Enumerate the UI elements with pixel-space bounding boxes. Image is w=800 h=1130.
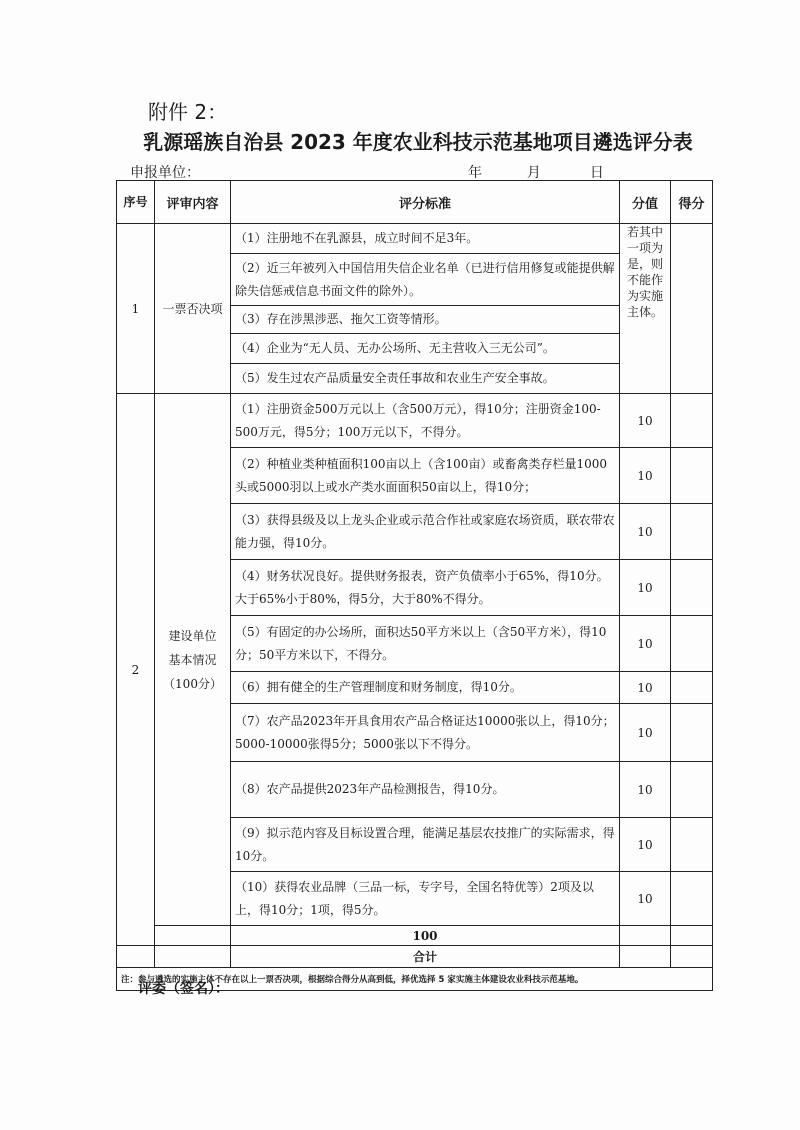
- subtotal-score-cell[interactable]: [671, 926, 713, 946]
- col-header-criteria: 评分标准: [231, 181, 620, 224]
- row-max-score: 10: [620, 762, 671, 818]
- header-row: [117, 181, 713, 224]
- total-no-cell: [117, 946, 155, 968]
- total-label: 合计: [231, 946, 620, 968]
- row-max-score: 10: [620, 560, 671, 616]
- scoring-criterion: （4）财务状况良好。提供财务报表，资产负债率小于65%，得10分。大于65%小于80%，得5分，大于80%不得分。: [231, 560, 620, 616]
- page-title: 乳源瑶族自治县 2023 年度农业科技示范基地项目遴选评分表: [143, 130, 693, 154]
- row-score-cell[interactable]: [671, 560, 713, 616]
- section1-item: 一票否决项: [155, 224, 231, 394]
- row-score-cell[interactable]: [671, 762, 713, 818]
- veto-row: [117, 224, 713, 254]
- subtotal-value: 100: [231, 926, 620, 946]
- veto-criterion: （5）发生过农产品质量安全责任事故和农业生产安全事故。: [231, 364, 620, 394]
- row-score-cell[interactable]: [671, 448, 713, 504]
- row-max-score: 10: [620, 818, 671, 872]
- scoring-criterion: （9）拟示范内容及目标设置合理，能满足基层农技推广的实际需求，得10分。: [231, 818, 620, 872]
- veto-criterion: （3）存在涉黑涉恶、拖欠工资等情形。: [231, 306, 620, 334]
- scoring-row: [117, 394, 713, 448]
- row-max-score: 10: [620, 448, 671, 504]
- scoring-criterion: （10）获得农业品牌（三品一标，专字号，全国名特优等）2项及以上，得10分；1项，得5分。: [231, 872, 620, 926]
- scoring-criterion: （3）获得县级及以上龙头企业或示范合作社或家庭农场资质，联农带农能力强，得10分。: [231, 504, 620, 560]
- col-header-no: 序号: [117, 181, 155, 224]
- scoring-criterion: （1）注册资金500万元以上（含500万元），得10分；注册资金100-500万元，得5分；100万元以下，不得分。: [231, 394, 620, 448]
- section2-no: 2: [117, 394, 155, 946]
- date-year: 年: [468, 165, 482, 181]
- scoring-criterion: （8）农产品提供2023年产品检测报告，得10分。: [231, 762, 620, 818]
- col-header-item: 评审内容: [155, 181, 231, 224]
- section2-item: [155, 394, 231, 926]
- total-value-cell: [620, 946, 671, 968]
- judges-signature-label: 评委（签名）：: [138, 981, 229, 997]
- row-score-cell[interactable]: [671, 504, 713, 560]
- col-header-score: 得分: [671, 181, 713, 224]
- section2-item-line: 基本情况: [168, 652, 217, 667]
- total-item-cell: [155, 946, 231, 968]
- total-row: [117, 946, 713, 968]
- row-max-score: 10: [620, 616, 671, 672]
- row-score-cell[interactable]: [671, 704, 713, 762]
- attachment-label: 附件 2：: [148, 100, 228, 124]
- score-table: [116, 180, 713, 991]
- subtotal-item-cell: [155, 926, 231, 946]
- table-note: 注：参与遴选的实施主体不存在以上一票否决项，根据综合得分从高到低，择优选择 5 家实施主体建设农业科技示范基地。: [117, 968, 713, 991]
- row-score-cell[interactable]: [671, 818, 713, 872]
- veto-criterion: （2）近三年被列入中国信用失信企业名单（已进行信用修复或能提供解除失信惩戒信息书面文件的除外）。: [231, 254, 620, 306]
- subtotal-row: [117, 926, 713, 946]
- row-max-score: 10: [620, 672, 671, 704]
- veto-criterion: （4）企业为“无人员、无办公场所、无主营收入三无公司”。: [231, 334, 620, 364]
- date-line: [468, 162, 604, 182]
- total-score-cell[interactable]: [671, 946, 713, 968]
- row-score-cell[interactable]: [671, 616, 713, 672]
- subtotal-value-cell: [620, 926, 671, 946]
- row-score-cell[interactable]: [671, 872, 713, 926]
- row-score-cell[interactable]: [671, 672, 713, 704]
- scoring-criterion: （7）农产品2023年开具食用农产品合格证达10000张以上，得10分；5000-10000张得5分；5000张以下不得分。: [231, 704, 620, 762]
- row-score-cell[interactable]: [671, 394, 713, 448]
- applicant-unit-label: 申报单位：: [130, 165, 200, 181]
- row-max-score: 10: [620, 704, 671, 762]
- section2-item-line: （100分）: [163, 676, 222, 691]
- row-max-score: 10: [620, 504, 671, 560]
- date-month: 月: [526, 165, 541, 181]
- veto-criterion: （1）注册地不在乳源县，成立时间不足3年。: [231, 224, 620, 254]
- scoring-criterion: （2）种植业类种植面积100亩以上（含100亩）或畜禽类存栏量1000头或5000羽以上或水产类水面面积50亩以上，得10分；: [231, 448, 620, 504]
- veto-score-cell[interactable]: [671, 224, 713, 394]
- row-max-score: 10: [620, 394, 671, 448]
- row-max-score: 10: [620, 872, 671, 926]
- section2-item-line: 建设单位: [168, 628, 217, 643]
- scoring-criterion: （6）拥有健全的生产管理制度和财务制度，得10分。: [231, 672, 620, 704]
- section1-no: 1: [117, 224, 155, 394]
- col-header-value: 分值: [620, 181, 671, 224]
- scoring-criterion: （5）有固定的办公场所，面积达50平方米以上（含50平方米），得10分；50平方米以下，不得分。: [231, 616, 620, 672]
- date-day: 日: [589, 165, 604, 181]
- veto-note: 若其中一项为是，则不能作为实施主体。: [620, 224, 671, 394]
